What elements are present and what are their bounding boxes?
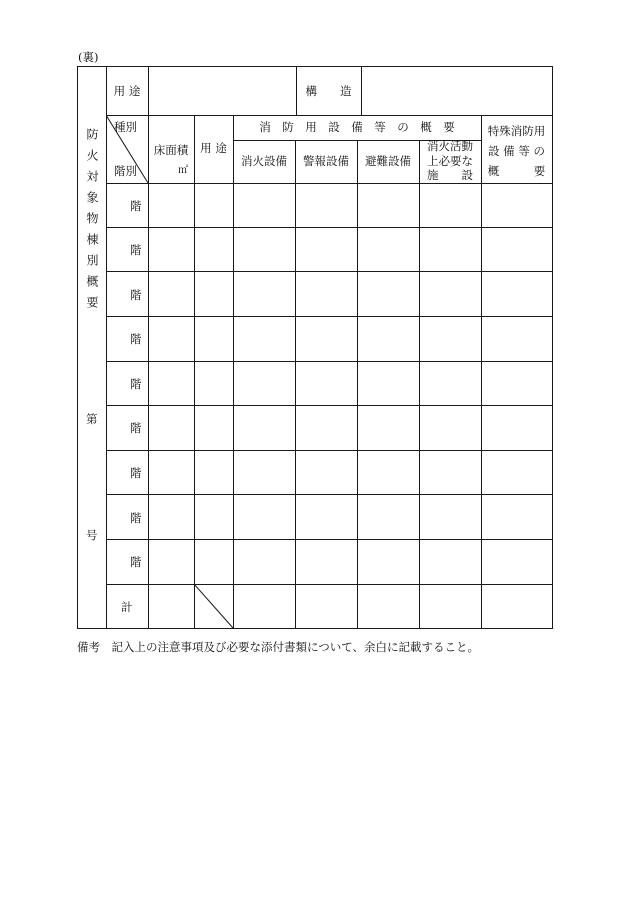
- yukamenseki-unit: ㎡: [178, 165, 188, 176]
- shoka-katsudo-line-3: 施 設: [427, 168, 473, 182]
- frame-left: [77, 66, 78, 629]
- tokushu-line-3: 概 要: [487, 164, 546, 178]
- floor-row-label: 階: [130, 288, 142, 302]
- kouzou-label: 構 造: [305, 84, 352, 98]
- row-line-7: [106, 494, 553, 495]
- row-line-1: [106, 227, 553, 228]
- row-line-3: [106, 316, 553, 317]
- row-line-8: [106, 539, 553, 540]
- floor-row-label: 階: [130, 421, 142, 435]
- youto-column-label: 用 途: [200, 141, 227, 155]
- row-line-5: [106, 405, 553, 406]
- frame-right: [552, 66, 553, 629]
- row-line-9: [106, 584, 553, 585]
- number-label-dai: 第: [86, 412, 98, 426]
- total-row-label: 計: [121, 600, 133, 614]
- hinan-label: 避難設備: [365, 154, 411, 168]
- total-youto-diagonal: [194, 584, 234, 629]
- row-line-2: [106, 271, 553, 272]
- shoka-katsudo-line-2: 上必要な: [427, 154, 473, 168]
- floor-row-label: 階: [130, 466, 142, 480]
- col-divider-hinan: [357, 140, 358, 629]
- tokushu-line-1: 特殊消防用: [487, 124, 546, 138]
- col-divider-tokushu: [481, 115, 482, 629]
- side-mark: (裏): [78, 50, 99, 64]
- col-divider-keiho: [295, 140, 296, 629]
- floor-row-label: 階: [130, 555, 142, 569]
- col-divider-shoka-katsudo: [419, 140, 420, 629]
- floor-row-label: 階: [130, 332, 142, 346]
- tokushu-line-2: 設 備 等 の: [488, 144, 545, 158]
- floor-row-label: 階: [130, 511, 142, 525]
- keiho-label: 警報設備: [303, 154, 349, 168]
- floor-row-label: 階: [130, 377, 142, 391]
- shoka-katsudo-line-1: 消火活動: [427, 139, 473, 153]
- yukamenseki-label: 床面積: [153, 143, 189, 157]
- col-divider-yukamenseki: [148, 115, 149, 629]
- kouzou-value-field[interactable]: [362, 67, 552, 115]
- shoka-label: 消火設備: [241, 154, 287, 168]
- shobo-group-label: 消 防 用 設 備 等 の 概 要: [259, 120, 455, 134]
- footer-note: 備考 記入上の注意事項及び必要な添付書類について、余白に記載すること。: [77, 640, 480, 654]
- kaibetsu-label: 階別: [114, 164, 137, 178]
- floor-row-label: 階: [130, 199, 142, 213]
- row-line-6: [106, 450, 553, 451]
- youto-value-field[interactable]: [149, 67, 296, 115]
- col-divider-shoka: [233, 115, 234, 629]
- header-bottom: [106, 183, 553, 184]
- col-divider-youto: [194, 115, 195, 629]
- youto-label: 用 途: [113, 84, 141, 98]
- vertical-form-title: 防火対象物棟別概要: [85, 128, 99, 317]
- number-label-go: 号: [86, 528, 98, 542]
- shubetsu-label: 種別: [114, 120, 137, 134]
- floor-row-label: 階: [130, 243, 142, 257]
- row1-bottom: [106, 115, 553, 116]
- row-line-4: [106, 361, 553, 362]
